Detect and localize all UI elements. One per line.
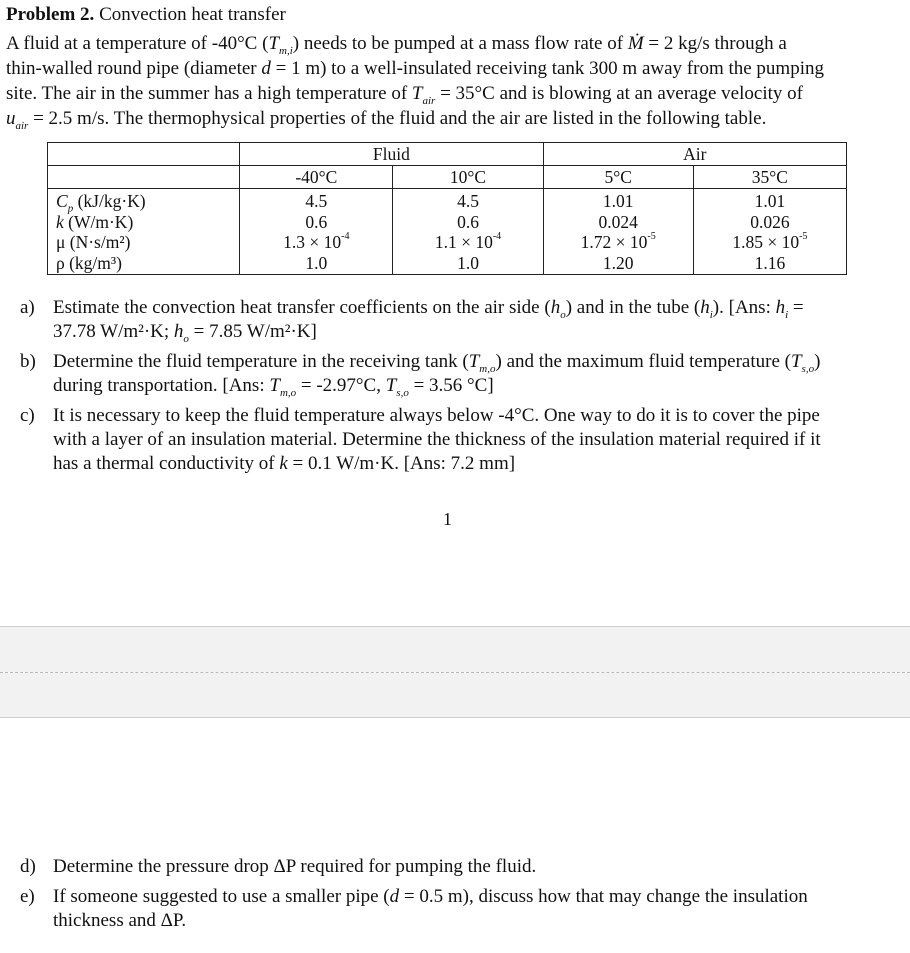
table-corner-cell	[48, 143, 240, 166]
table-cell: 4.5	[305, 191, 328, 211]
question-line: Determine the fluid temperature in the receiving tank $(T_{m,o})$ and the maximum fluid temperature $(T_{s,o})$	[53, 351, 821, 375]
question-line: Determine the pressure drop ΔP required for pumping the fluid.	[53, 856, 537, 877]
property-label: μ (N·s/m²)	[56, 232, 131, 252]
question-b	[20, 350, 900, 398]
problem-statement	[6, 31, 896, 131]
table-corner-cell	[48, 166, 240, 189]
question-letter: c)	[20, 405, 35, 426]
page-break-bottom-line	[0, 717, 910, 718]
table-cell: $1.85 \times 10^{-5}$	[732, 231, 808, 252]
page-number: 1	[443, 509, 452, 529]
fluid-minus40-column	[240, 189, 393, 275]
page-break-gap	[0, 627, 910, 672]
table-cell: 0.024	[598, 211, 638, 232]
question-list-part2	[20, 855, 900, 939]
temperature-header: 5°C	[543, 166, 693, 189]
property-label: ρ (kg/m³)	[56, 252, 122, 273]
question-line: has a thermal conductivity of k = 0.1 W/m·K. [Ans: 7.2 mm]	[53, 453, 516, 474]
question-line: 37.78 W/m²·K; $h_o = 7.85$ W/m²·K]	[53, 321, 317, 345]
problem-subtitle: Convection heat transfer	[99, 4, 286, 25]
air-35-column	[693, 189, 846, 275]
property-label-cell	[48, 189, 240, 275]
question-line: If someone suggested to use a smaller pipe (d = 0.5 m), discuss how that may change the insulation	[53, 886, 808, 907]
table-cell: 1.01	[754, 191, 786, 211]
table-cell: 1.20	[602, 252, 634, 273]
table-cell: 0.6	[457, 211, 479, 232]
intro-line: site. The air in the summer has a high temperature of $T_{air} = 35^\circ C$ and is blowing at an average velocity of	[6, 83, 803, 107]
question-letter: a)	[20, 297, 35, 318]
question-letter: e)	[20, 886, 35, 907]
table-values-row	[48, 189, 847, 275]
table-cell: 1.0	[457, 252, 479, 273]
table-cell: 1.0	[305, 252, 328, 273]
property-label: $C_p$ (kJ/kg·K)	[56, 191, 146, 215]
question-e	[20, 885, 900, 933]
question-letter: b)	[20, 351, 36, 372]
table-cell: $1.1 \times 10^{-4}$	[434, 231, 502, 252]
intro-line: $u_{air} = 2.5$ m/s. The thermophysical properties of the fluid and the air are listed in the following table.	[6, 108, 767, 132]
property-label: k (W/m·K)	[56, 211, 134, 232]
page-break-gap	[0, 673, 910, 717]
properties-table	[47, 142, 847, 275]
question-line: It is necessary to keep the fluid temperature always below -4°C. One way to do it is to cover the pipe	[53, 405, 820, 426]
problem-heading: Problem 2.	[6, 4, 95, 25]
table-cell: 0.6	[305, 211, 328, 232]
fluid-10-column	[393, 189, 543, 275]
question-line: Estimate the convection heat transfer coefficients on the air side $(h_o)$ and in the tube $(h_i)$. [Ans: $h_i$ =	[53, 297, 804, 321]
question-line: with a layer of an insulation material. Determine the thickness of the insulation material required if it	[53, 429, 821, 450]
temperature-header: -40°C	[240, 166, 393, 189]
problem-title	[6, 3, 286, 27]
question-line: thickness and ΔP.	[53, 910, 187, 931]
question-d	[20, 855, 900, 879]
table-cell: 1.16	[754, 252, 786, 273]
temperature-header: 35°C	[693, 166, 846, 189]
temperature-header: 10°C	[393, 166, 543, 189]
question-line: during transportation. [Ans: $T_{m,o} = -2.97^\circ C$, $T_{s,o} = 3.56$ °C]	[53, 375, 494, 399]
question-list-part1	[20, 296, 900, 482]
fluid-group-header: Fluid	[240, 143, 543, 166]
table-group-header-row	[48, 143, 847, 166]
air-group-header: Air	[543, 143, 846, 166]
air-5-column	[543, 189, 693, 275]
question-a	[20, 296, 900, 344]
intro-line: A fluid at a temperature of -40°C $(T_{m,i})$ needs to be pumped at a mass flow rate of Ṁ = 2 kg/s through a	[6, 33, 787, 57]
question-letter: d)	[20, 856, 36, 877]
table-cell: $1.3 \times 10^{-4}$	[283, 231, 350, 252]
table-cell: $1.72 \times 10^{-5}$	[580, 231, 656, 252]
table-cell: 4.5	[457, 191, 479, 211]
table-cell: 0.026	[750, 211, 790, 232]
table-temperature-row	[48, 166, 847, 189]
table-cell: 1.01	[602, 191, 634, 211]
intro-line: thin-walled round pipe (diameter d = 1 m) to a well-insulated receiving tank 300 m away from the pumping	[6, 58, 824, 79]
question-c	[20, 404, 900, 476]
